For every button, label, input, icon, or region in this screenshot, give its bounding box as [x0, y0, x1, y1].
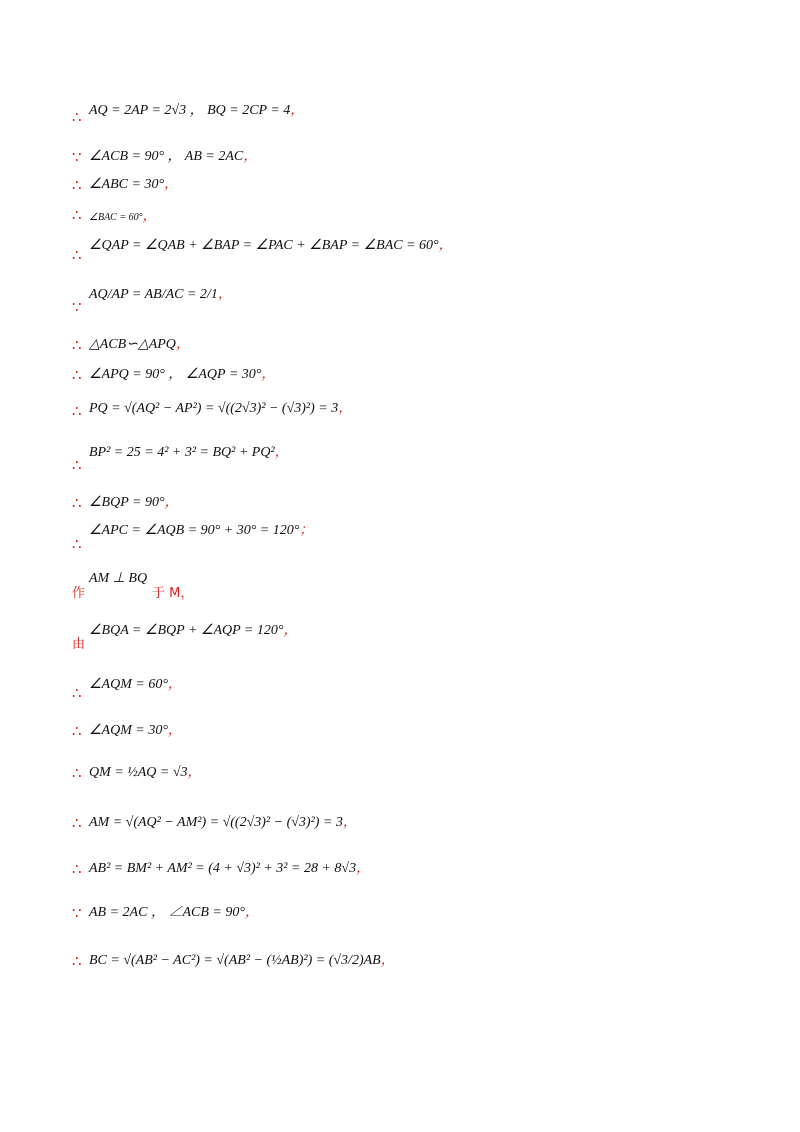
- therefore-symbol: ∴: [72, 366, 82, 384]
- therefore-symbol: ∴: [72, 108, 82, 126]
- therefore-symbol: ∴: [72, 535, 82, 553]
- therefore-symbol: ∴: [72, 494, 82, 512]
- from-label: 由: [72, 637, 86, 652]
- step-expression: ∠ACB = 90° ， AB = 2AC，: [89, 149, 258, 164]
- therefore-symbol: ∴: [72, 336, 82, 354]
- step-expression: AM ⊥ BQ: [89, 571, 148, 586]
- step-expression: ∠QAP = ∠QAB + ∠BAP = ∠PAC + ∠BAP = ∠BAC = 60°，: [89, 238, 453, 253]
- step-expression: ∠APQ = 90° ， ∠AQP = 30°，: [89, 367, 276, 382]
- therefore-symbol: ∴: [72, 952, 82, 970]
- step-expression: ∠AQM = 60°，: [89, 677, 182, 692]
- step-expression: AB² = BM² + AM² = (4 + √3)² + 3² = 28 + 8√3，: [89, 861, 371, 876]
- therefore-symbol: ∴: [72, 206, 82, 224]
- step-expression: BP² = 25 = 4² + 3² = BQ² + PQ²，: [89, 445, 289, 460]
- therefore-symbol: ∴: [72, 722, 82, 740]
- construct-label: 作: [72, 586, 86, 601]
- because-symbol: ∵: [72, 904, 82, 922]
- therefore-symbol: ∴: [72, 456, 82, 474]
- therefore-symbol: ∴: [72, 176, 82, 194]
- therefore-symbol: ∴: [72, 860, 82, 878]
- step-expression: QM = ½AQ = √3，: [89, 765, 202, 780]
- step-expression: PQ = √(AQ² − AP²) = √((2√3)² − (√3)²) = 3，: [89, 401, 353, 416]
- therefore-symbol: ∴: [72, 814, 82, 832]
- step-expression: BC = √(AB² − AC²) = √(AB² − (½AB)²) = (√3/2)AB，: [89, 953, 395, 968]
- step-expression: ∠BAC = 60°，: [89, 209, 157, 224]
- foot-label: 于 M，: [152, 586, 194, 601]
- therefore-symbol: ∴: [72, 684, 82, 702]
- step-expression: △ACB∽△APQ，: [89, 337, 190, 352]
- step-expression: ∠BQP = 90°，: [89, 495, 179, 510]
- therefore-symbol: ∴: [72, 402, 82, 420]
- step-expression: AQ/AP = AB/AC = 2/1，: [89, 287, 232, 302]
- step-expression: ∠BQA = ∠BQP + ∠AQP = 120°，: [89, 623, 298, 638]
- because-symbol: ∵: [72, 148, 82, 166]
- therefore-symbol: ∴: [72, 764, 82, 782]
- step-expression: ∠AQM = 30°，: [89, 723, 182, 738]
- therefore-symbol: ∴: [72, 246, 82, 264]
- step-expression: AQ = 2AP = 2√3 ， BQ = 2CP = 4，: [89, 103, 305, 118]
- step-expression: ∠APC = ∠AQB = 90° + 30° = 120°；: [89, 523, 314, 538]
- step-expression: AM = √(AQ² − AM²) = √((2√3)² − (√3)²) = 3，: [89, 815, 357, 830]
- step-expression: ∠ABC = 30°，: [89, 177, 179, 192]
- step-expression: AB = 2AC ， ∠ACB = 90°，: [89, 905, 259, 920]
- because-symbol: ∵: [72, 298, 82, 316]
